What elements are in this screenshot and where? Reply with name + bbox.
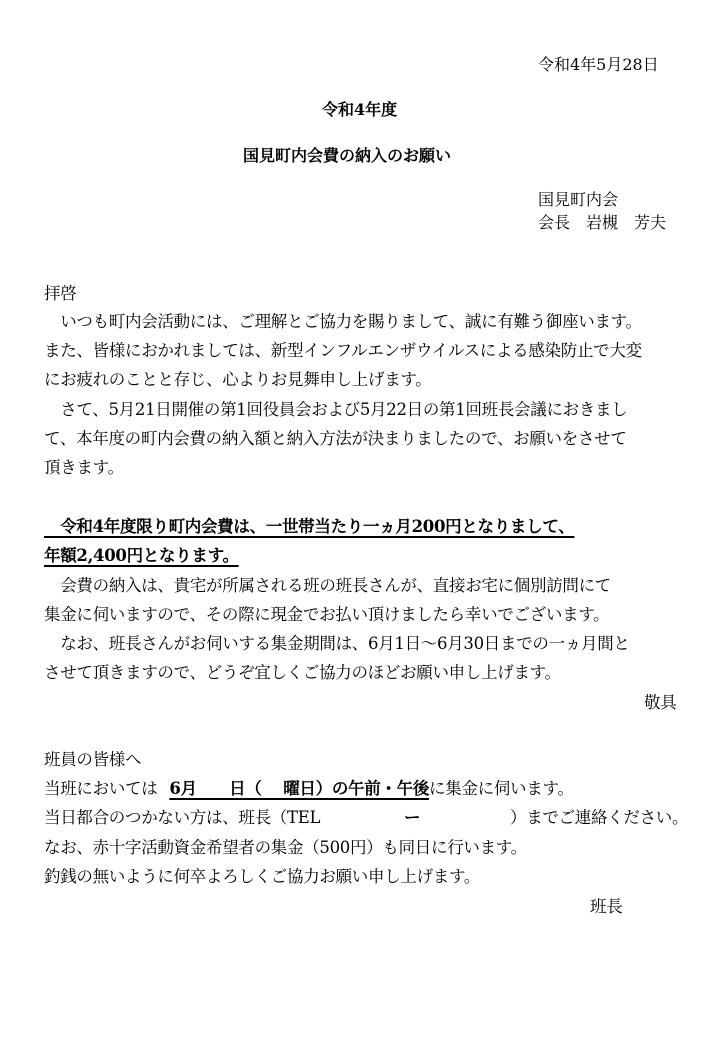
fiscal-year: 令和4年度 (322, 100, 398, 119)
para2-line2: て、本年度の町内会費の納入額と納入方法が決まりましたので、お願いをさせて (44, 429, 627, 448)
sender-name: 会長 岩槻 芳夫 (538, 213, 667, 232)
sender-org: 国見町内会 (538, 190, 619, 209)
para1-line1: いつも町内会活動には、ご理解とご協力を賜りまして、誠に有難う御座います。 (44, 312, 642, 331)
notice-line1-suffix: に集金に伺います。 (429, 779, 574, 798)
collection-date: 6月 日（ 曜日）の午前・午後 (169, 779, 430, 798)
para1-line2: また、皆様におかれましては、新型インフルエンザウイルスによる感染防止で大変 (44, 341, 642, 360)
document-title: 国見町内会費の納入のお願い (243, 146, 452, 165)
salutation: 拝啓 (44, 284, 77, 303)
notice-heading: 班員の皆様へ (44, 750, 142, 769)
notice-line1 (44, 775, 574, 799)
para1-line3: にお疲れのことと存じ、心よりお見舞申し上げます。 (44, 370, 432, 389)
para3-line2: 集金に伺いますので、その際に現金でお払い頂けましたら幸いでございます。 (44, 605, 610, 624)
notice-line2 (44, 804, 689, 828)
notice-line2-prefix: 当日都合のつかない方は、班長（TEL (44, 808, 321, 827)
fee-statement-line1: 令和4年度限り町内会費は、一世帯当たり一ヵ月200円となりまして、 (44, 517, 575, 536)
tel-dash: ー (404, 808, 421, 827)
para2-line1: さて、5月21日開催の第1回役員会および5月22日の第1回班長会議におきまし (44, 400, 628, 419)
fee-statement-line2: 年額2,400円となります。 (44, 546, 239, 565)
para4-line1: なお、班長さんがお伺いする集金期間は、6月1日～6月30日までの一ヵ月間と (44, 634, 630, 653)
notice-line4: 釣銭の無いように何卒よろしくご協力お願い申し上げます。 (44, 867, 481, 886)
para3-line1: 会費の納入は、貴宅が所属される班の班長さんが、直接お宅に個別訪問にて (44, 576, 612, 595)
date: 令和4年5月28日 (538, 55, 659, 74)
para2-line3: 頂きます。 (44, 458, 124, 477)
closing: 敬具 (644, 693, 677, 712)
notice-line3: なお、赤十字活動資金希望者の集金（500円）も同日に行います。 (44, 838, 527, 857)
notice-line2-suffix: ）までご連絡ください。 (510, 808, 689, 827)
signature: 班長 (590, 897, 623, 916)
notice-line1-prefix: 当班においては (44, 779, 158, 798)
para4-line2: させて頂きますので、どうぞ宜しくご協力のほどお願い申し上げます。 (44, 663, 561, 682)
